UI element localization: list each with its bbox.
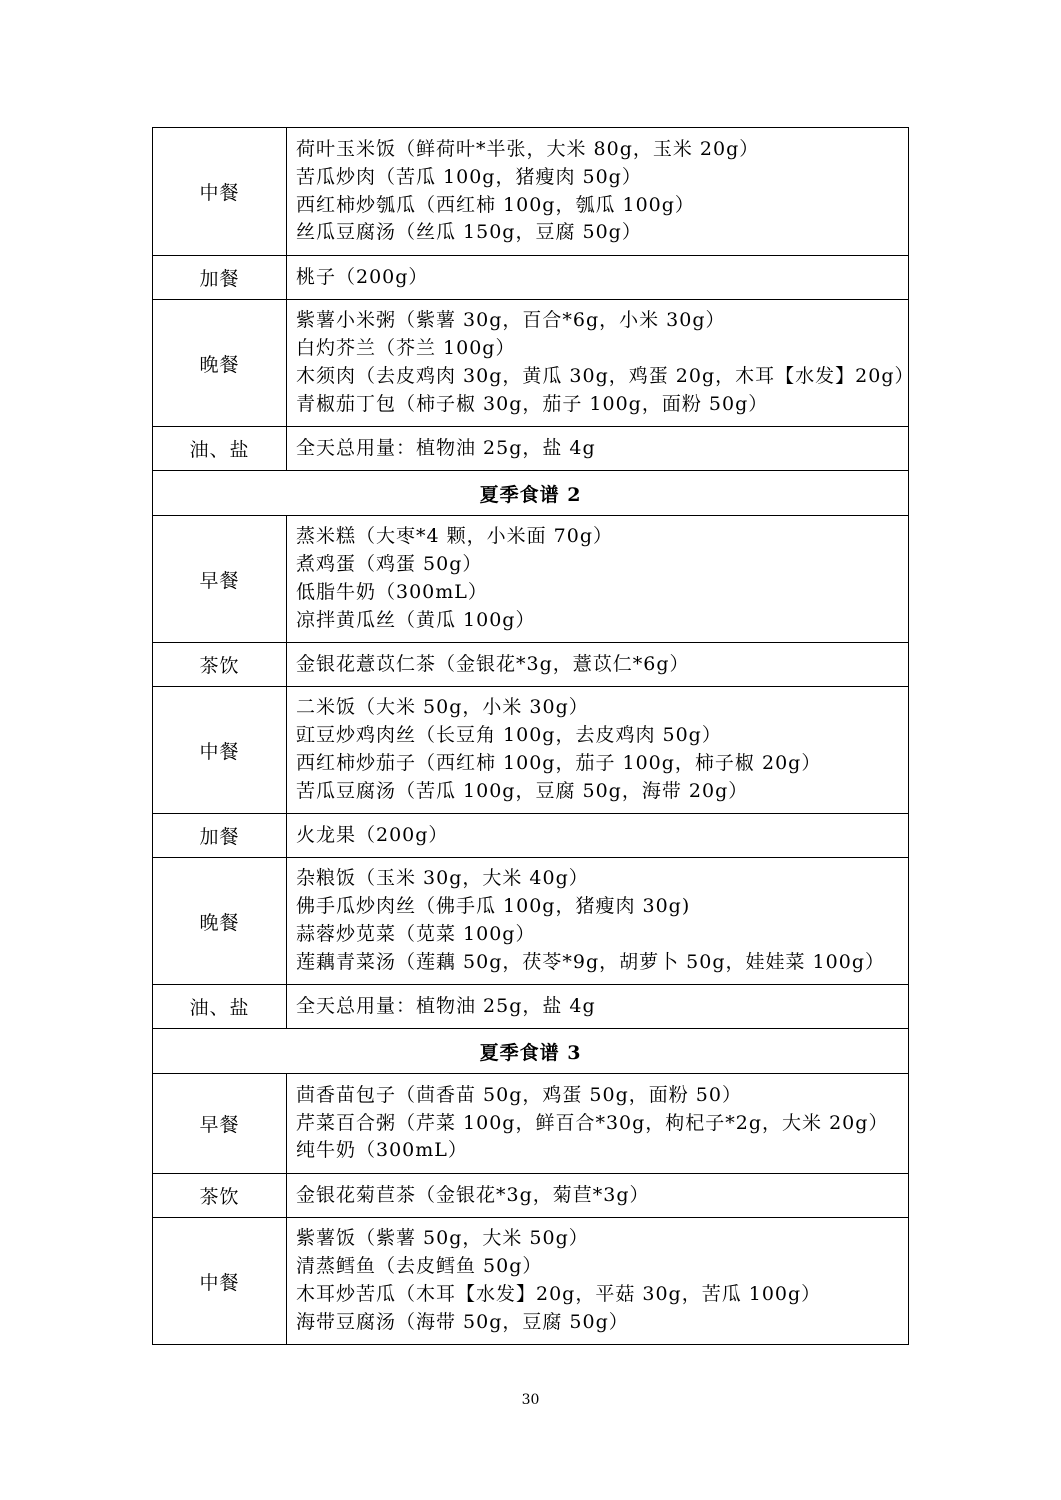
table-row bbox=[153, 858, 909, 985]
meal-item: 海带豆腐汤（海带 50g，豆腐 50g） bbox=[296, 1310, 629, 1333]
meal-items-cell bbox=[287, 516, 909, 643]
meal-item: 桃子（200g） bbox=[296, 265, 429, 288]
meal-label: 加餐 bbox=[153, 814, 287, 858]
meal-items-cell bbox=[287, 814, 909, 858]
meal-item: 豇豆炒鸡肉丝（长豆角 100g，去皮鸡肉 50g） bbox=[296, 724, 722, 747]
meal-item: 紫薯饭（紫薯 50g，大米 50g） bbox=[296, 1227, 589, 1250]
meal-items-cell bbox=[287, 1074, 909, 1174]
meal-label: 早餐 bbox=[153, 1074, 287, 1174]
table-row bbox=[153, 256, 909, 300]
meal-item: 茴香苗包子（茴香苗 50g，鸡蛋 50g，面粉 50） bbox=[296, 1083, 742, 1106]
meal-item: 西红柿炒瓠瓜（西红柿 100g，瓠瓜 100g） bbox=[296, 193, 695, 216]
meal-item: 低脂牛奶（300mL） bbox=[296, 581, 488, 603]
meal-label: 茶饮 bbox=[153, 643, 287, 687]
meal-item: 木耳炒苦瓜（木耳【水发】20g，平菇 30g，苦瓜 100g） bbox=[296, 1283, 822, 1305]
table-row bbox=[153, 687, 909, 814]
meal-label: 早餐 bbox=[153, 516, 287, 643]
table-row bbox=[153, 427, 909, 471]
section-heading: 夏季食谱 3 bbox=[153, 1029, 909, 1074]
section-heading-row bbox=[153, 1029, 909, 1074]
meal-items-cell bbox=[287, 643, 909, 687]
meal-plan-table bbox=[152, 127, 915, 1345]
section-heading: 夏季食谱 2 bbox=[153, 471, 909, 516]
meal-item: 荷叶玉米饭（鲜荷叶*半张，大米 80g，玉米 20g） bbox=[296, 137, 760, 160]
meal-item: 金银花菊苣茶（金银花*3g，菊苣*3g） bbox=[296, 1183, 650, 1206]
meal-label: 晚餐 bbox=[153, 300, 287, 427]
meal-item: 杂粮饭（玉米 30g，大米 40g） bbox=[296, 867, 589, 890]
meal-items-cell bbox=[287, 1174, 909, 1218]
meal-item: 苦瓜豆腐汤（苦瓜 100g，豆腐 50g，海带 20g） bbox=[296, 779, 749, 802]
meal-item: 青椒茄丁包（柿子椒 30g，茄子 100g，面粉 50g） bbox=[296, 392, 769, 415]
table-row bbox=[153, 1174, 909, 1218]
meal-item: 西红柿炒茄子（西红柿 100g，茄子 100g，柿子椒 20g） bbox=[296, 752, 822, 774]
section-heading-row bbox=[153, 471, 909, 516]
table-row bbox=[153, 128, 909, 256]
meal-item: 苦瓜炒肉（苦瓜 100g，猪瘦肉 50g） bbox=[296, 165, 642, 188]
meal-plan-table-body bbox=[153, 128, 915, 1345]
meal-label: 中餐 bbox=[153, 687, 287, 814]
meal-label: 中餐 bbox=[153, 1218, 287, 1345]
meal-items-cell bbox=[287, 300, 915, 427]
meal-label: 加餐 bbox=[153, 256, 287, 300]
meal-item: 凉拌黄瓜丝（黄瓜 100g） bbox=[296, 608, 536, 631]
meal-item: 全天总用量：植物油 25g，盐 4g bbox=[296, 994, 596, 1017]
meal-items-cell bbox=[287, 128, 909, 256]
table-row bbox=[153, 1218, 909, 1345]
meal-item: 丝瓜豆腐汤（丝瓜 150g，豆腐 50g） bbox=[296, 221, 642, 244]
table-row bbox=[153, 300, 909, 427]
meal-items-cell bbox=[287, 427, 909, 471]
meal-items-cell bbox=[287, 256, 909, 300]
meal-items-cell bbox=[287, 687, 909, 814]
meal-item: 蒜蓉炒苋菜（苋菜 100g） bbox=[296, 923, 536, 945]
meal-items-cell bbox=[287, 858, 909, 985]
meal-item: 清蒸鳕鱼（去皮鳕鱼 50g） bbox=[296, 1255, 543, 1278]
page-number: 30 bbox=[521, 1392, 540, 1408]
meal-item: 全天总用量：植物油 25g，盐 4g bbox=[296, 436, 596, 459]
table-row bbox=[153, 985, 909, 1029]
table-row bbox=[153, 516, 909, 643]
meal-item: 莲藕青菜汤（莲藕 50g，茯苓*9g，胡萝卜 50g，娃娃菜 100g） bbox=[296, 950, 885, 973]
table-row bbox=[153, 814, 909, 858]
meal-item: 火龙果（200g） bbox=[296, 823, 449, 846]
meal-item: 白灼芥兰（芥兰 100g） bbox=[296, 337, 516, 360]
meal-label: 晚餐 bbox=[153, 858, 287, 985]
meal-item: 纯牛奶（300mL） bbox=[296, 1139, 468, 1162]
table-row bbox=[153, 1074, 909, 1174]
meal-label: 油、盐 bbox=[153, 985, 287, 1029]
meal-label: 中餐 bbox=[153, 128, 287, 256]
meal-label: 油、盐 bbox=[153, 427, 287, 471]
meal-label: 茶饮 bbox=[153, 1174, 287, 1218]
meal-items-cell bbox=[287, 1218, 909, 1345]
meal-item: 蒸米糕（大枣*4 颗，小米面 70g） bbox=[296, 525, 614, 548]
table-row bbox=[153, 643, 909, 687]
meal-item: 煮鸡蛋（鸡蛋 50g） bbox=[296, 553, 483, 576]
meal-item: 木须肉（去皮鸡肉 30g，黄瓜 30g，鸡蛋 20g，木耳【水发】20g） bbox=[296, 365, 915, 387]
meal-item: 二米饭（大米 50g，小米 30g） bbox=[296, 696, 589, 719]
meal-item: 佛手瓜炒肉丝（佛手瓜 100g，猪瘦肉 30g) bbox=[296, 895, 691, 918]
meal-item: 金银花薏苡仁茶（金银花*3g，薏苡仁*6g） bbox=[296, 652, 690, 675]
meal-item: 紫薯小米粥（紫薯 30g，百合*6g，小米 30g） bbox=[296, 309, 726, 332]
meal-item: 芹菜百合粥（芹菜 100g，鲜百合*30g，枸杞子*2g，大米 20g） bbox=[296, 1111, 889, 1134]
meal-items-cell bbox=[287, 985, 909, 1029]
